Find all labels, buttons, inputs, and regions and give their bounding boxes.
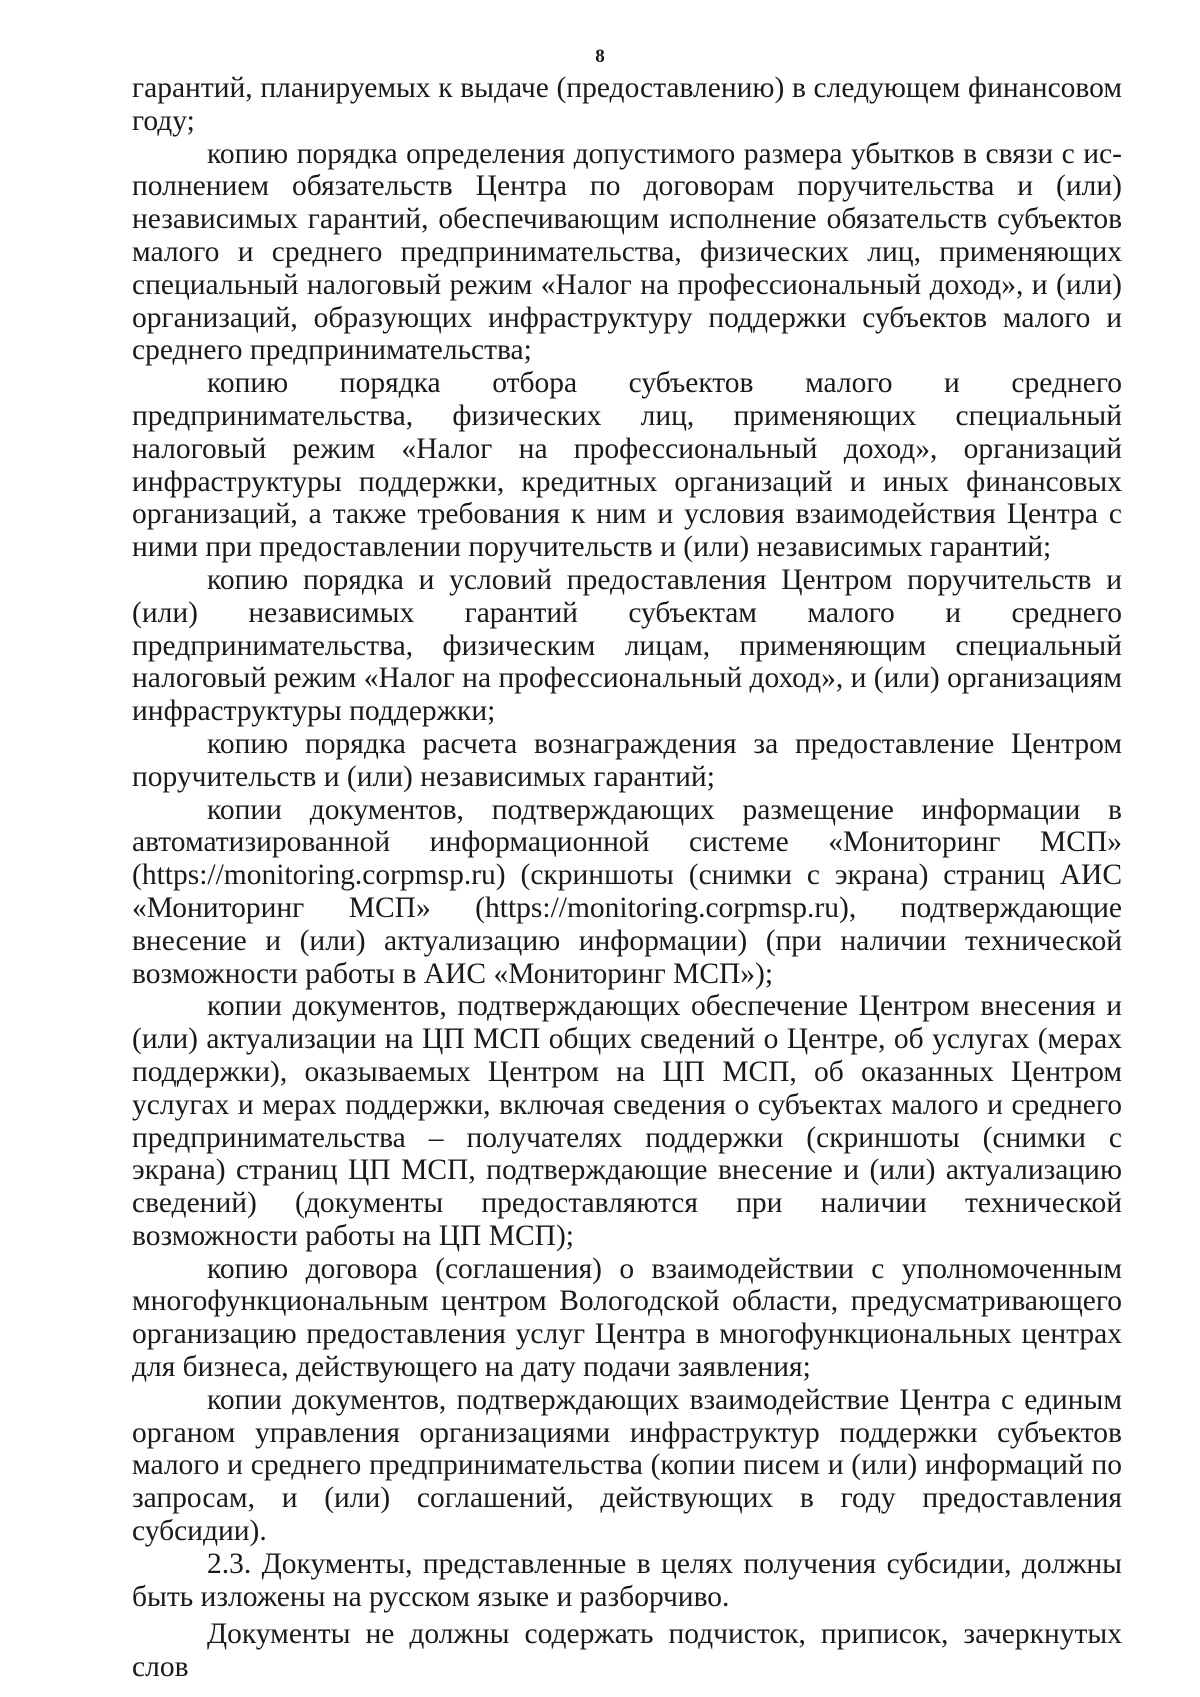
paragraph-11: Документы не должны содержать подчисток, приписок, зачеркнутых слов xyxy=(132,1618,1122,1684)
document-body xyxy=(132,72,1122,1684)
paragraph-1: гарантий, планируемых к выдаче (предоставлению) в следующем финансовом году; xyxy=(132,72,1122,137)
page-number: 8 xyxy=(595,46,605,67)
paragraph-6: копии документов, подтверждающих размещение информации в автоматизированной информационной системе «Мониторинг МСП» (https://monitoring.corpmsp.ru) (скриншоты (снимки с экрана) страниц АИС «Мониторинг МСП» (https://monitoring.corpmsp.ru), подтверждающие внесение и (или) актуализацию информации) (при наличии технической возможности работы в АИС «Мониторинг МСП»); xyxy=(132,793,1122,990)
paragraph-10: 2.3. Документы, представленные в целях получения субсидии, должны быть изложены на русском языке и разборчиво. xyxy=(132,1547,1122,1613)
paragraph-9: копии документов, подтверждающих взаимодействие Центра с единым органом управления организациями инфраструктур поддержки субъектов малого и среднего предпринимательства (копии писем и (или) информаций по запросам, и (или) соглашений, действующих в году предоставления субсидии). xyxy=(132,1383,1122,1548)
paragraph-2: копию порядка определения допустимого размера убытков в связи с исполнением обязательств Центра по договорам поручительства и (или) независимых гарантий, обеспечивающим исполнение обязательств субъектов малого и среднего предпринимательства, физических лиц, применяющих специальный налоговый режим «Налог на профессиональный доход», и (или) организаций, образующих инфраструктуру поддержки субъектов малого и среднего предпринимательства; xyxy=(132,137,1122,367)
paragraph-4: копию порядка и условий предоставления Центром поручительств и (или) независимых гарантий субъектам малого и среднего предпринимательства, физическим лицам, применяющим специальный налоговый режим «Налог на профессиональный доход», и (или) организациям инфраструктуры поддержки; xyxy=(132,563,1122,728)
paragraph-7: копии документов, подтверждающих обеспечение Центром внесения и (или) актуализации на ЦП МСП общих сведений о Центре, об услугах (мерах поддержки), оказываемых Центром на ЦП МСП, об оказанных Центром услугах и мерах поддержки, включая сведения о субъектах малого и среднего предпринимательства – получателях поддержки (скриншоты (снимки с экрана) страниц ЦП МСП, подтверждающие внесение и (или) актуализацию сведений) (документы предоставляются при наличии технической возможности работы на ЦП МСП); xyxy=(132,990,1122,1252)
paragraph-5: копию порядка расчета вознаграждения за предоставление Центром поручительств и (или) независимых гарантий; xyxy=(132,727,1122,793)
paragraph-3: копию порядка отбора субъектов малого и среднего предпринимательства, физических лиц, применяющих специальный налоговый режим «Налог на профессиональный доход», организаций инфраструктуры поддержки, кредитных организаций и иных финансовых организаций, а также требования к ним и условия взаимодействия Центра с ними при предоставлении поручительств и (или) независимых гарантий; xyxy=(132,367,1122,564)
paragraph-8: копию договора (соглашения) о взаимодействии с уполномоченным многофункциональным центром Вологодской области, предусматривающего организацию предоставления услуг Центра в многофункциональных центрах для бизнеса, действующего на дату подачи заявления; xyxy=(132,1252,1122,1384)
